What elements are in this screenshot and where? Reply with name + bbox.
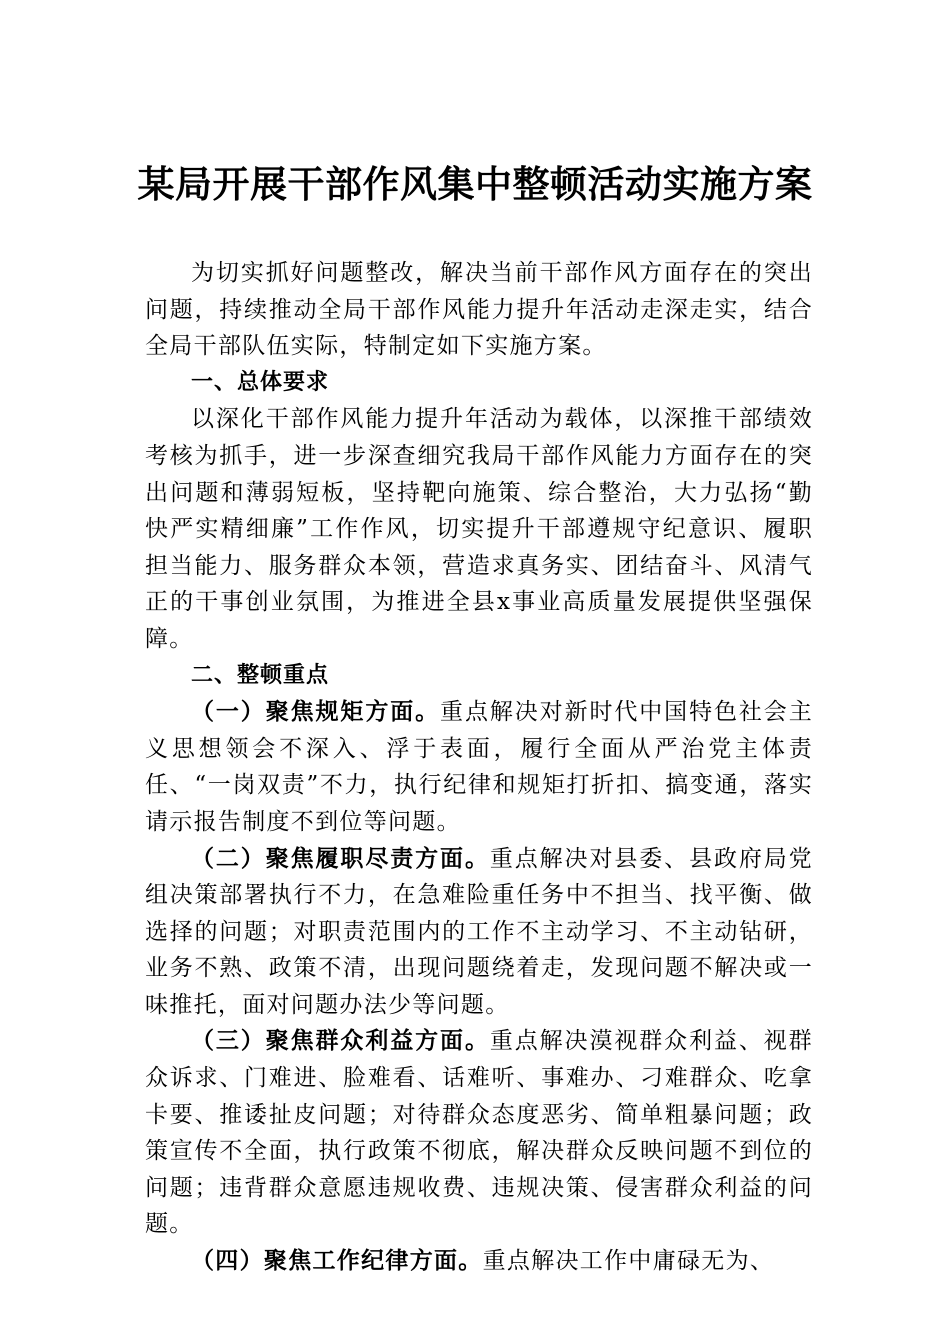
focus-item-text: 重点解决对新时代中国特色社会主义思想领会不深入、浮于表面，履行全面从严治党主体责任、“一岗双责”不力，执行纪律和规矩打折扣、搞变通，落实请示报告制度不到位等问题。 bbox=[145, 699, 814, 835]
focus-item-rules bbox=[145, 694, 813, 840]
section-heading-general-requirements: 一、总体要求 bbox=[191, 369, 330, 395]
focus-item-work-discipline bbox=[145, 1243, 813, 1280]
section-heading-rectification-focus: 二、整顿重点 bbox=[191, 662, 330, 688]
focus-item-public-interest bbox=[145, 1023, 813, 1243]
focus-item-text: 重点解决漠视群众利益、视群众诉求、门难进、脸难看、话难听、事难办、刁难群众、吃拿卡要、推诿扯皮问题；对待群众态度恶劣、简单粗暴问题；政策宣传不全面，执行政策不彻底，解决群众反映问题不到位的问题；违背群众意愿违规收费、违规决策、侵害群众利益的问题。 bbox=[145, 1028, 813, 1238]
focus-item-lead: （四）聚焦工作纪律方面。 bbox=[191, 1247, 483, 1275]
focus-item-lead: （三）聚焦群众利益方面。 bbox=[191, 1027, 490, 1055]
document-body bbox=[145, 255, 813, 1280]
document-title: 某局开展干部作风集中整顿活动实施方案 bbox=[137, 163, 813, 206]
focus-item-duties bbox=[145, 841, 813, 1024]
focus-item-text: 重点解决对县委、县政府局党组决策部署执行不力，在急难险重任务中不担当、找平衡、做选择的问题；对职责范围内的工作不主动学习、不主动钻研，业务不熟、政策不清，出现问题绕着走，发现问题不解决或一味推托，面对问题办法少等问题。 bbox=[145, 845, 813, 1018]
focus-item-lead: （一）聚焦规矩方面。 bbox=[191, 698, 441, 726]
focus-item-text: 重点解决工作中庸碌无为、 bbox=[482, 1248, 775, 1275]
general-requirements-paragraph: 以深化干部作风能力提升年活动为载体，以深推干部绩效考核为抓手，进一步深查细究我局干部作风能力方面存在的突出问题和薄弱短板，坚持靶向施策、综合整治，大力弘扬“勤快严实精细廉”工作作风，切实提升干部遵规守纪意识、履职担当能力、服务群众本领，营造求真务实、团结奋斗、风清气正的干事创业氛围，为推进全县x事业高质量发展提供坚强保障。 bbox=[145, 406, 813, 652]
focus-item-lead: （二）聚焦履职尽责方面。 bbox=[191, 844, 490, 872]
intro-paragraph: 为切实抓好问题整改，解决当前干部作风方面存在的突出问题，持续推动全局干部作风能力提升年活动走深走实，结合全局干部队伍实际，特制定如下实施方案。 bbox=[145, 260, 813, 360]
